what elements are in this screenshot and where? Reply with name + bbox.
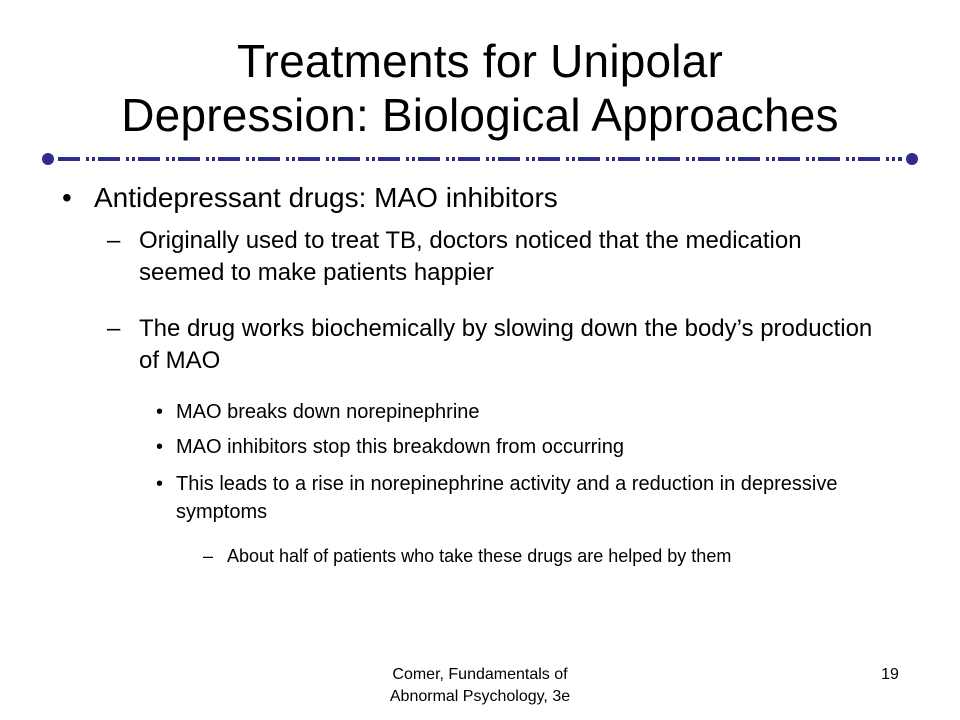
divider-dash (778, 157, 800, 161)
divider-dash (618, 157, 640, 161)
divider-dash (818, 157, 840, 161)
slide-number: 19 (881, 666, 899, 683)
divider-dot (526, 157, 529, 161)
divider-dot (286, 157, 289, 161)
divider-dash (298, 157, 320, 161)
title-divider (40, 150, 920, 170)
point-3 (156, 470, 916, 526)
divider-dot (732, 157, 735, 161)
divider-dot (86, 157, 89, 161)
slide-title-line-1: Treatments for Unipolar (236, 35, 724, 87)
divider-dot (412, 157, 415, 161)
bullet-main-text: Antidepressant drugs: MAO inhibitors (94, 182, 558, 213)
divider-dash (458, 157, 480, 161)
divider-dot (406, 157, 409, 161)
divider-dash (338, 157, 360, 161)
divider-dash (418, 157, 440, 161)
divider-dash (138, 157, 160, 161)
bullet-marker: • (62, 182, 72, 213)
divider-dot (92, 157, 95, 161)
slide-title-line-2: Depression: Biological Approaches (121, 89, 839, 141)
divider-dot (172, 157, 175, 161)
point-3-text: This leads to a rise in norepinephrine activity and a reduction in depressive symptoms (176, 473, 838, 523)
divider-dot (692, 157, 695, 161)
point-1 (156, 398, 916, 426)
divider-dash-pattern (58, 157, 902, 161)
bullet-marker: • (156, 436, 164, 458)
divider-dot (292, 157, 295, 161)
divider-dash (98, 157, 120, 161)
detail-1 (203, 544, 903, 568)
detail-1-text: About half of patients who take these drugs are helped by them (227, 546, 732, 566)
divider-dot (366, 157, 369, 161)
divider-dot (206, 157, 209, 161)
sub-bullet-1-text: Originally used to treat TB, doctors noticed that the medication seemed to make patients happier (139, 227, 802, 286)
divider-dot (486, 157, 489, 161)
point-2 (156, 433, 916, 461)
point-1-text: MAO breaks down norepinephrine (176, 401, 480, 423)
divider-dot (612, 157, 615, 161)
divider-dot (332, 157, 335, 161)
divider-dot (772, 157, 775, 161)
sub-bullet-1 (107, 225, 887, 289)
divider-dot (166, 157, 169, 161)
divider-dash (58, 157, 80, 161)
divider-dot (246, 157, 249, 161)
divider-dot (812, 157, 815, 161)
footer-source (330, 664, 630, 708)
divider-right-dot (906, 153, 918, 165)
dash-marker: – (203, 546, 214, 566)
divider-dash (538, 157, 560, 161)
divider-dot (766, 157, 769, 161)
footer-source-line-2: Abnormal Psychology, 3e (389, 688, 571, 705)
divider-dot (326, 157, 329, 161)
divider-dot (852, 157, 855, 161)
divider-dot (646, 157, 649, 161)
divider-dash (178, 157, 200, 161)
divider-left-dot (42, 153, 54, 165)
divider-dot (492, 157, 495, 161)
divider-dash (858, 157, 880, 161)
divider-dash (658, 157, 680, 161)
divider-dot (566, 157, 569, 161)
bullet-marker: • (156, 401, 164, 423)
divider-dash (258, 157, 280, 161)
divider-dot (532, 157, 535, 161)
divider-dot (886, 157, 889, 161)
divider-dot (686, 157, 689, 161)
bullet-main (62, 181, 558, 215)
bullet-marker: • (156, 473, 164, 495)
divider-dash (498, 157, 520, 161)
divider-dot (372, 157, 375, 161)
divider-dash (698, 157, 720, 161)
slide-title (0, 34, 960, 142)
dash-marker: – (107, 227, 121, 254)
footer-source-line-1: Comer, Fundamentals of (392, 666, 568, 683)
sub-bullet-2-text: The drug works biochemically by slowing down the body’s production of MAO (139, 315, 873, 374)
divider-dot (446, 157, 449, 161)
divider-dot (606, 157, 609, 161)
divider-dash (378, 157, 400, 161)
divider-dot (126, 157, 129, 161)
divider-dot (252, 157, 255, 161)
divider-dot (132, 157, 135, 161)
divider-dash (738, 157, 760, 161)
divider-dot (652, 157, 655, 161)
sub-bullet-2 (107, 313, 887, 377)
point-2-text: MAO inhibitors stop this breakdown from occurring (176, 436, 624, 458)
divider-dash (898, 157, 902, 161)
divider-dot (846, 157, 849, 161)
divider-dot (806, 157, 809, 161)
divider-dash (578, 157, 600, 161)
divider-dot (892, 157, 895, 161)
divider-dot (212, 157, 215, 161)
divider-dash (218, 157, 240, 161)
divider-dot (452, 157, 455, 161)
divider-dot (726, 157, 729, 161)
dash-marker: – (107, 315, 121, 342)
divider-dot (572, 157, 575, 161)
